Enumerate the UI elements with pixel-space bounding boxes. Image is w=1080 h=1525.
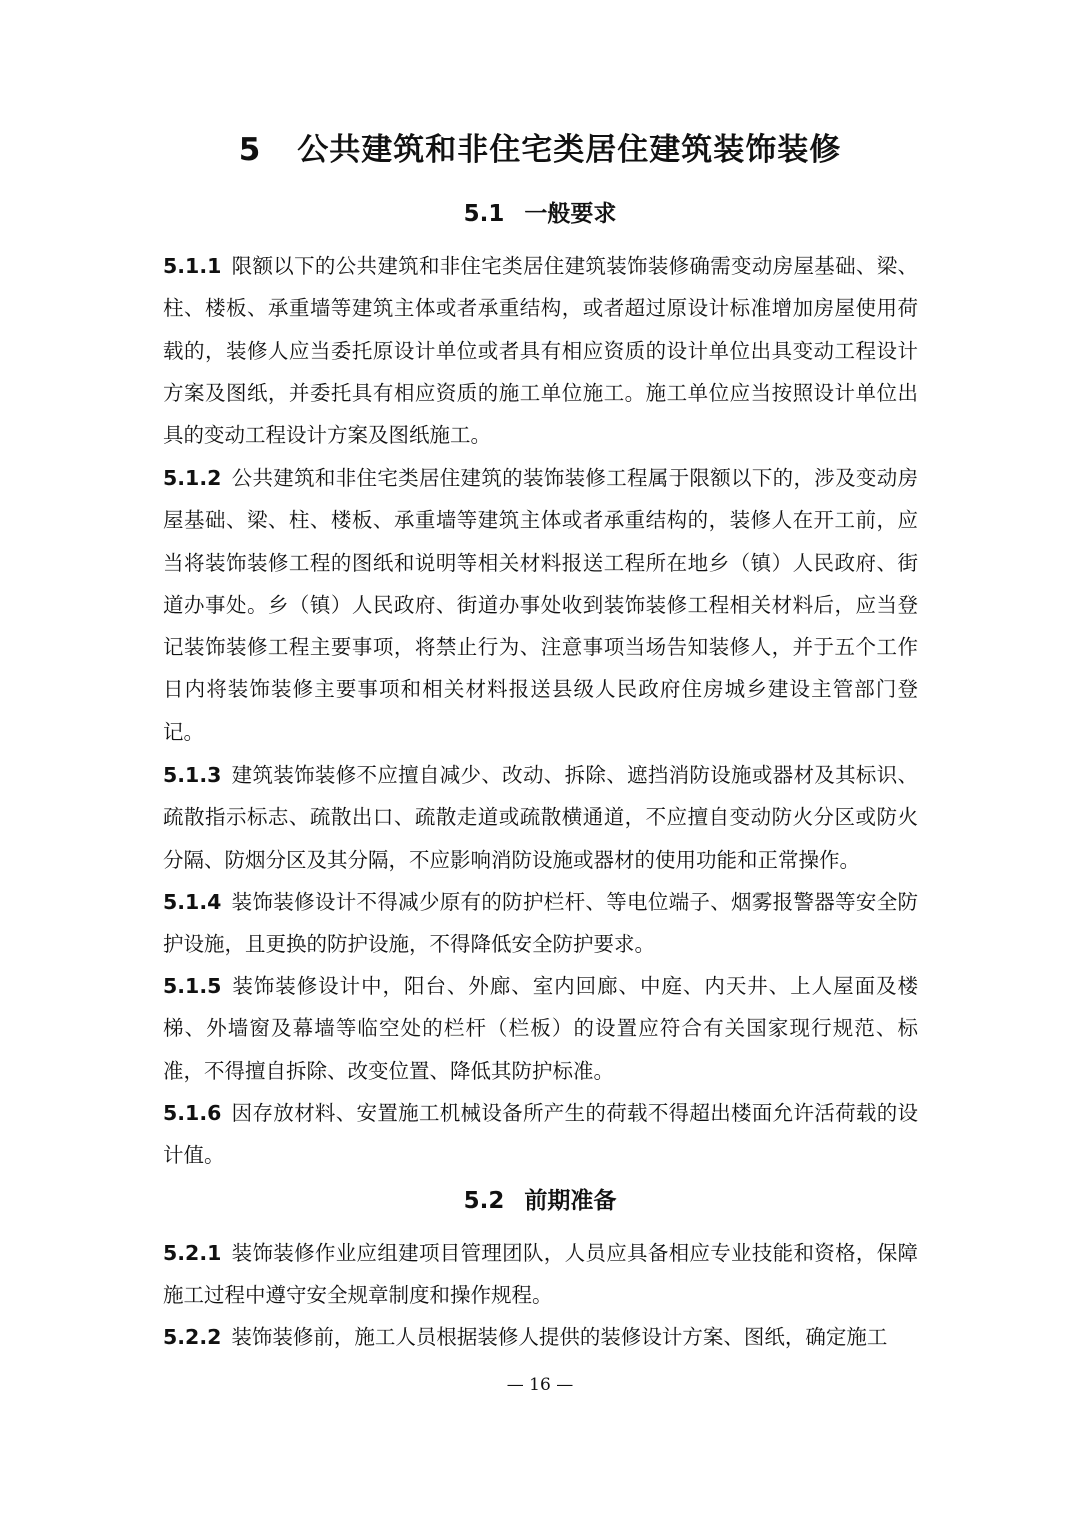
section-title-5-2	[0, 1183, 1080, 1219]
clause-number: 5.1.5	[163, 974, 222, 998]
clause-text: 限额以下的公共建筑和非住宅类居住建筑装饰装修确需变动房屋基础、梁、柱、楼板、承重墙等建筑主体或者承重结构，或者超过原设计标准增加房屋使用荷载的，装修人应当委托原设计单位或者具有相应资质的设计单位出具变动工程设计方案及图纸，并委托具有相应资质的施工单位施工。施工单位应当按照设计单位出具的变动工程设计方案及图纸施工。	[163, 254, 918, 448]
clause-text: 装饰装修设计不得减少原有的防护栏杆、等电位端子、烟雾报警器等安全防护设施，且更换的防护设施，不得降低安全防护要求。	[163, 890, 918, 957]
clause-text: 装饰装修前，施工人员根据装修人提供的装修设计方案、图纸，确定施工	[231, 1325, 888, 1349]
section-number: 5.1	[463, 201, 505, 227]
clause-5-1-6	[163, 1092, 918, 1177]
clause-number: 5.1.1	[163, 254, 222, 278]
page-number: — 16 —	[506, 1375, 574, 1395]
clause-5-2-2	[163, 1316, 918, 1358]
chapter-title-text: 公共建筑和非住宅类居住建筑装饰装修	[297, 132, 842, 168]
clause-number: 5.2.1	[163, 1241, 222, 1265]
clause-5-1-3	[163, 754, 918, 881]
clause-text: 装饰装修作业应组建项目管理团队，人员应具备相应专业技能和资格，保障施工过程中遵守安全规章制度和操作规程。	[163, 1241, 918, 1308]
clause-text: 因存放材料、安置施工机械设备所产生的荷载不得超出楼面允许活荷载的设计值。	[163, 1101, 918, 1168]
section-title-text: 前期准备	[524, 1188, 617, 1214]
section-title-5-1	[0, 196, 1080, 232]
clause-5-1-1	[163, 245, 918, 456]
clause-5-1-2	[163, 457, 918, 753]
clause-number: 5.1.3	[163, 763, 222, 787]
clause-text: 公共建筑和非住宅类居住建筑的装饰装修工程属于限额以下的，涉及变动房屋基础、梁、柱、楼板、承重墙等建筑主体或者承重结构的，装修人在开工前，应当将装饰装修工程的图纸和说明等相关材料报送工程所在地乡（镇）人民政府、街道办事处。乡（镇）人民政府、街道办事处收到装饰装修工程相关材料后，应当登记装饰装修工程主要事项，将禁止行为、注意事项当场告知装修人，并于五个工作日内将装饰装修主要事项和相关材料报送县级人民政府住房城乡建设主管部门登记。	[163, 466, 918, 744]
clause-number: 5.1.6	[163, 1101, 222, 1125]
section-number: 5.2	[463, 1188, 505, 1214]
chapter-title	[0, 128, 1080, 172]
clause-number: 5.1.4	[163, 890, 222, 914]
chapter-number: 5	[238, 132, 262, 168]
clause-number: 5.2.2	[163, 1325, 222, 1349]
clause-5-2-1	[163, 1232, 918, 1317]
clause-number: 5.1.2	[163, 466, 222, 490]
clause-text: 建筑装饰装修不应擅自减少、改动、拆除、遮挡消防设施或器材及其标识、疏散指示标志、疏散出口、疏散走道或疏散横通道，不应擅自变动防火分区或防火分隔、防烟分区及其分隔，不应影响消防设施或器材的使用功能和正常操作。	[163, 763, 918, 872]
clause-5-1-5	[163, 965, 918, 1092]
clause-text: 装饰装修设计中，阳台、外廊、室内回廊、中庭、内天井、上人屋面及楼梯、外墙窗及幕墙等临空处的栏杆（栏板）的设置应符合有关国家现行规范、标准，不得擅自拆除、改变位置、降低其防护标准。	[163, 974, 918, 1083]
clause-5-1-4	[163, 881, 918, 966]
section-title-text: 一般要求	[524, 201, 617, 227]
